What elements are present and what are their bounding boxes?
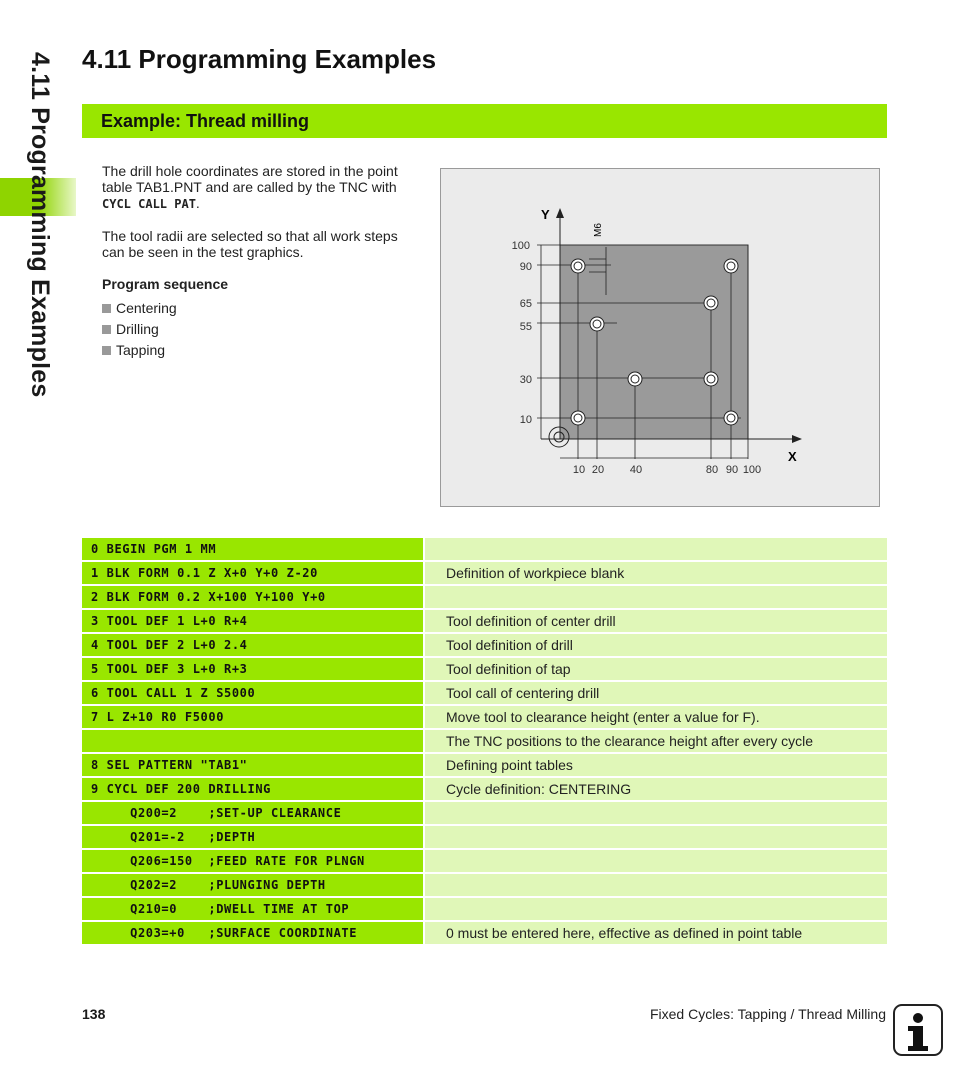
program-code-cell: 4 TOOL DEF 2 L+0 2.4 [82, 634, 423, 656]
intro-paragraph-1 [102, 163, 420, 212]
table-row [82, 610, 887, 632]
table-row [82, 538, 887, 560]
program-code-cell: 9 CYCL DEF 200 DRILLING [82, 778, 423, 800]
y-tick-label: 65 [519, 298, 532, 310]
intro-p1-code: CYCL CALL PAT [102, 197, 196, 211]
x-tick-label: 80 [705, 464, 719, 476]
program-description-cell [425, 874, 887, 896]
x-axis-label: X [788, 449, 797, 464]
table-row [82, 850, 887, 872]
program-description-cell: Tool call of centering drill [425, 682, 887, 704]
intro-text [102, 163, 420, 363]
list-item [102, 300, 420, 316]
x-tick-label: 40 [629, 464, 643, 476]
page-number: 138 [82, 1006, 106, 1022]
program-code-cell: Q210=0 ;DWELL TIME AT TOP [82, 898, 423, 920]
thread-label: M6 [593, 223, 604, 237]
table-row [82, 562, 887, 584]
section-header [82, 104, 887, 138]
x-tick-label: 100 [742, 464, 762, 476]
intro-paragraph-2: The tool radii are selected so that all work steps can be seen in the test graphics. [102, 228, 398, 260]
table-row [82, 634, 887, 656]
y-axis-label: Y [541, 207, 550, 222]
program-code-cell: Q202=2 ;PLUNGING DEPTH [82, 874, 423, 896]
bullet-square-icon [102, 304, 111, 313]
program-code-cell: 1 BLK FORM 0.1 Z X+0 Y+0 Z-20 [82, 562, 423, 584]
list-item-label: Drilling [116, 321, 159, 337]
program-code-cell: Q203=+0 ;SURFACE COORDINATE [82, 922, 423, 944]
intro-p1-text: The drill hole coordinates are stored in the point table TAB1.PNT and are called by the TNC with [102, 163, 398, 195]
list-item-label: Tapping [116, 342, 166, 358]
section-title: Example: Thread milling [101, 111, 310, 131]
list-item [102, 321, 420, 337]
program-table [82, 538, 887, 946]
workpiece-drawing [441, 169, 879, 506]
program-code-cell: Q206=150 ;FEED RATE FOR PLNGN [82, 850, 423, 872]
program-description-cell: Definition of workpiece blank [425, 562, 887, 584]
intro-p1-end: . [195, 195, 200, 211]
chapter-title: Fixed Cycles: Tapping / Thread Milling [649, 1006, 886, 1022]
program-description-cell: Cycle definition: CENTERING [425, 778, 887, 800]
program-code-cell: Q201=-2 ;DEPTH [82, 826, 423, 848]
y-tick-label: 10 [519, 414, 532, 426]
program-code-cell: 5 TOOL DEF 3 L+0 R+3 [82, 658, 423, 680]
list-item [102, 342, 420, 358]
x-tick-labels [573, 464, 761, 476]
info-icon [893, 1004, 943, 1056]
workpiece-plate [560, 245, 748, 439]
program-code-cell [82, 730, 423, 752]
y-tick-label: 90 [519, 261, 532, 273]
table-row [82, 802, 887, 824]
side-tab-label: 4.11 Programming Examples [26, 52, 54, 398]
program-description-cell [425, 538, 887, 560]
x-tick-label: 20 [591, 464, 605, 476]
program-code-cell: 2 BLK FORM 0.2 X+100 Y+100 Y+0 [82, 586, 423, 608]
bullet-square-icon [102, 325, 111, 334]
x-tick-label: 10 [572, 464, 586, 476]
table-row [82, 754, 887, 776]
program-description-cell [425, 850, 887, 872]
y-tick-label: 30 [519, 374, 532, 386]
program-description-cell [425, 802, 887, 824]
table-row [82, 658, 887, 680]
program-code-cell: 7 L Z+10 R0 F5000 [82, 706, 423, 728]
table-row [82, 922, 887, 944]
side-tab [10, 52, 54, 692]
program-code-cell: 0 BEGIN PGM 1 MM [82, 538, 423, 560]
program-code-cell: 8 SEL PATTERN "TAB1" [82, 754, 423, 776]
table-row [82, 706, 887, 728]
program-sequence-list [102, 300, 420, 358]
list-item-label: Centering [116, 300, 177, 316]
program-code-cell: 6 TOOL CALL 1 Z S5000 [82, 682, 423, 704]
program-description-cell [425, 898, 887, 920]
table-row [82, 874, 887, 896]
table-row [82, 826, 887, 848]
y-tick-labels [512, 240, 532, 426]
bullet-square-icon [102, 346, 111, 355]
program-description-cell: Defining point tables [425, 754, 887, 776]
program-description-cell: Tool definition of drill [425, 634, 887, 656]
table-row [82, 898, 887, 920]
program-description-cell [425, 826, 887, 848]
x-tick-label: 90 [725, 464, 739, 476]
table-row [82, 586, 887, 608]
program-description-cell: Move tool to clearance height (enter a value for F). [425, 706, 887, 728]
program-description-cell: Tool definition of center drill [425, 610, 887, 632]
table-row [82, 778, 887, 800]
program-code-cell: 3 TOOL DEF 1 L+0 R+4 [82, 610, 423, 632]
program-description-cell: 0 must be entered here, effective as defined in point table [425, 922, 887, 944]
page-title: 4.11 Programming Examples [82, 44, 437, 74]
program-sequence-heading: Program sequence [102, 276, 229, 292]
y-tick-label: 55 [519, 321, 532, 333]
program-description-cell: The TNC positions to the clearance height after every cycle [425, 730, 887, 752]
drawing-figure [440, 168, 880, 507]
program-description-cell [425, 586, 887, 608]
program-code-cell: Q200=2 ;SET-UP CLEARANCE [82, 802, 423, 824]
y-tick-label: 100 [511, 240, 530, 252]
table-row [82, 682, 887, 704]
program-description-cell: Tool definition of tap [425, 658, 887, 680]
table-row [82, 730, 887, 752]
